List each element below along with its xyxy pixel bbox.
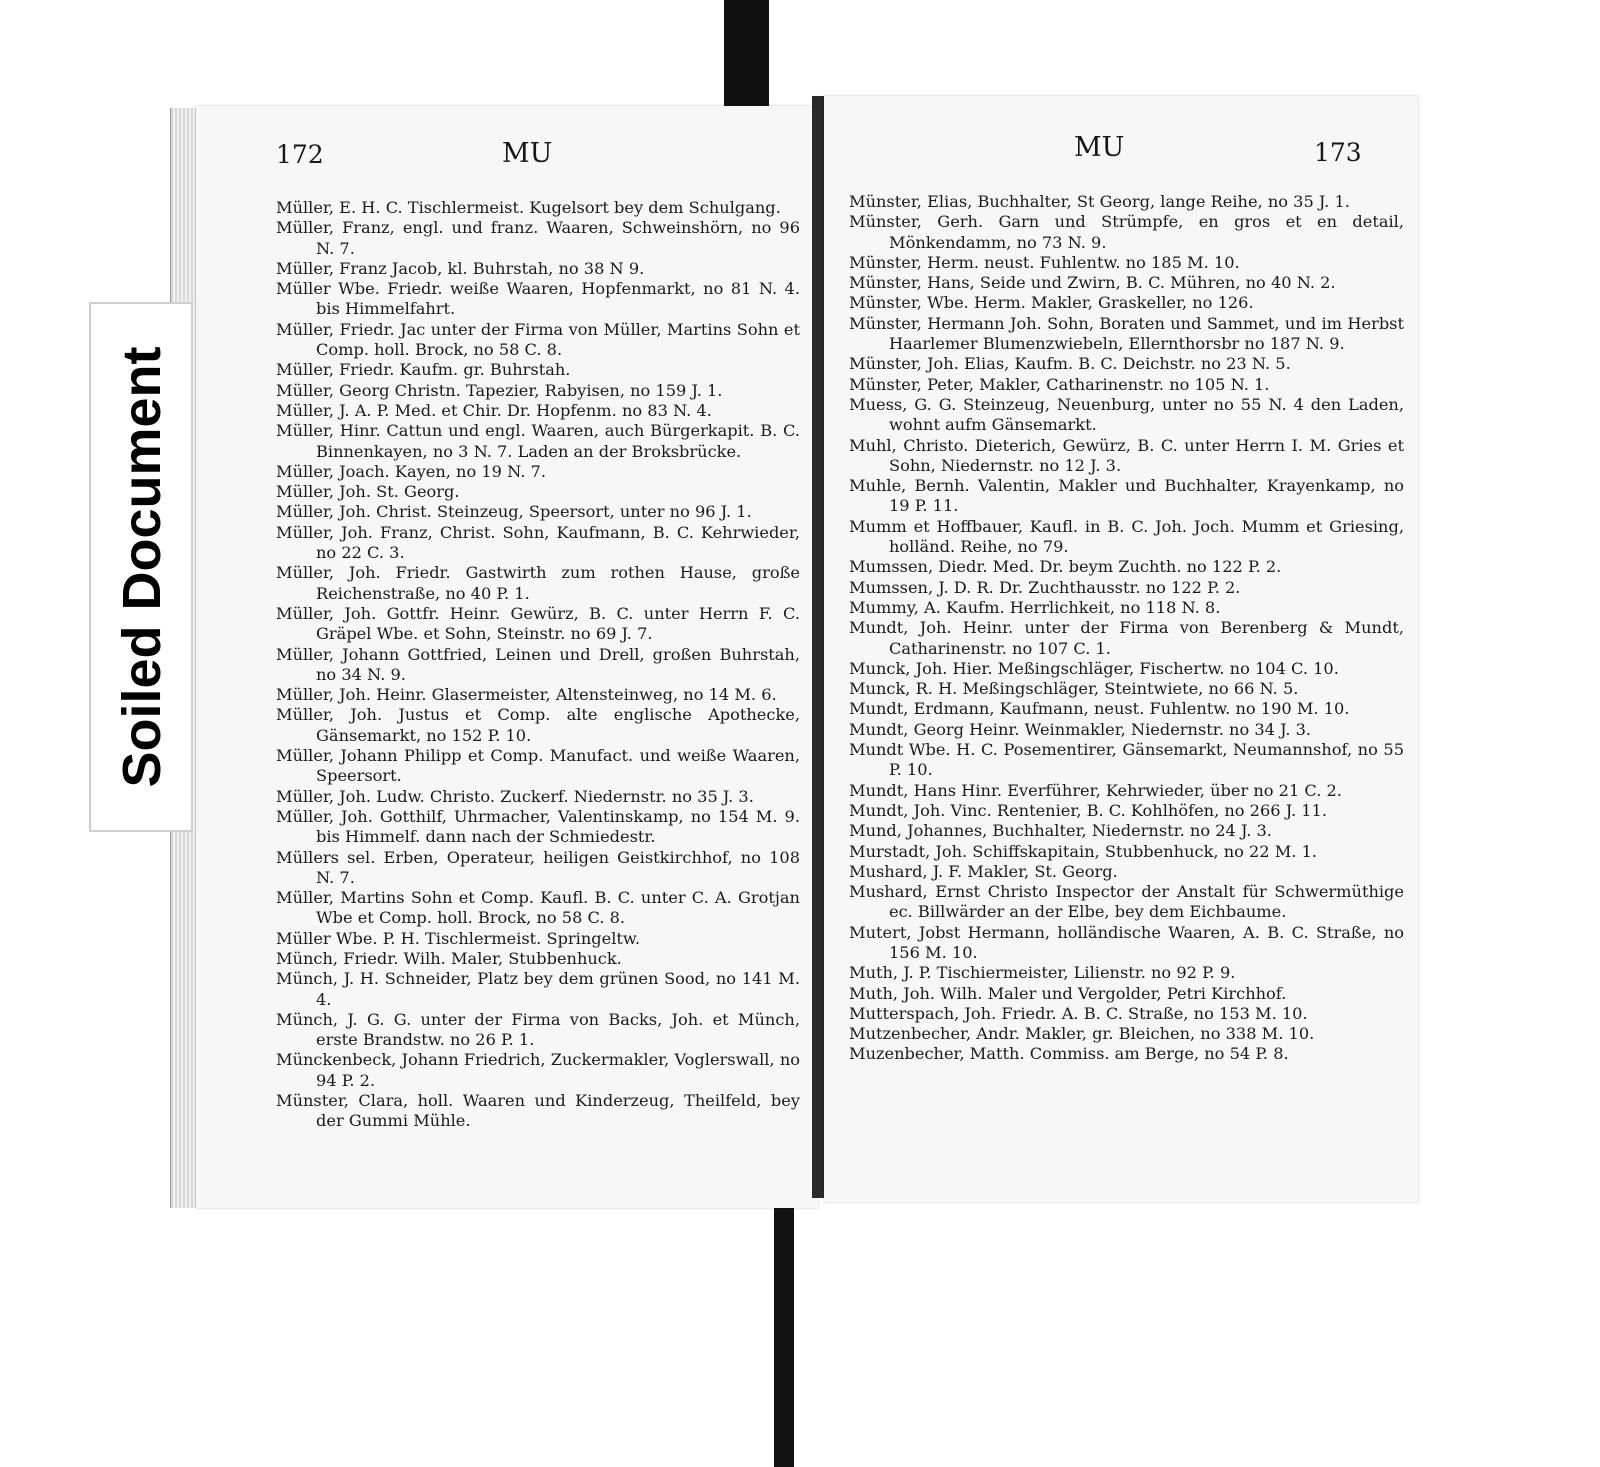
directory-entry: Müller, Joh. Gotthilf, Uhrmacher, Valentinskamp, no 154 M. 9. bis Himmelf. dann nach der Schmiedestr.	[276, 806, 800, 847]
document-label: Soiled Document	[112, 346, 172, 788]
directory-entry: Müller, Joh. Ludw. Christo. Zuckerf. Niedernstr. no 35 J. 3.	[276, 786, 754, 806]
directory-entry: Mutert, Jobst Hermann, holländische Waaren, A. B. C. Straße, no 156 M. 10.	[849, 922, 1404, 962]
binding-strip-top	[724, 0, 769, 108]
directory-entry: Müller Wbe. P. H. Tischlermeist. Springeltw.	[276, 928, 640, 948]
directory-entry: Müller, Friedr. Kaufm. gr. Buhrstah.	[276, 360, 571, 380]
directory-entry: Mund, Johannes, Buchhalter, Niedernstr. no 24 J. 3.	[849, 821, 1272, 841]
directory-entry: Müller, Franz Jacob, kl. Buhrstah, no 38 N 9.	[276, 258, 645, 278]
directory-entry: Munck, R. H. Meßingschläger, Steintwiete, no 66 N. 5.	[849, 679, 1299, 699]
directory-entry: Münster, Hermann Joh. Sohn, Boraten und Sammet, und im Herbst Haarlemer Blumenzwiebeln, Ellernthorsbr no 187 N. 9.	[849, 313, 1404, 354]
directory-entry: Münster, Hans, Seide und Zwirn, B. C. Mühren, no 40 N. 2.	[849, 273, 1336, 293]
directory-entry: Müller, Friedr. Jac unter der Firma von Müller, Martins Sohn et Comp. holl. Brock, no 58 C. 8.	[276, 319, 800, 360]
directory-entry: Müller, Martins Sohn et Comp. Kaufl. B. C. unter C. A. Grotjan Wbe et Comp. holl. Brock, no 58 C. 8.	[276, 888, 800, 928]
binding-strip-bottom	[774, 1196, 794, 1467]
directory-entry: Mumm et Hoffbauer, Kaufl. in B. C. Joh. Joch. Mumm et Griesing, holländ. Reihe, no 79.	[849, 516, 1404, 557]
right-page	[824, 96, 1418, 1202]
directory-entries	[849, 192, 1404, 1065]
directory-entry: Müller, Joh. Christ. Steinzeug, Speersort, unter no 96 J. 1.	[276, 502, 752, 522]
directory-entry: Mundt, Joh. Vinc. Rentenier, B. C. Kohlhöfen, no 266 J. 11.	[849, 800, 1327, 820]
directory-entry: Müller, J. A. P. Med. et Chir. Dr. Hopfenm. no 83 N. 4.	[276, 400, 712, 420]
directory-entry: Mundt, Hans Hinr. Everführer, Kehrwieder, über no 21 C. 2.	[849, 780, 1342, 800]
running-header: MU	[1074, 132, 1125, 163]
directory-entry: Mumssen, Diedr. Med. Dr. beym Zuchth. no 122 P. 2.	[849, 557, 1282, 577]
running-header: MU	[502, 138, 553, 169]
directory-entry: Munck, Joh. Hier. Meßingschläger, Fischertw. no 104 C. 10.	[849, 658, 1339, 678]
directory-entry: Müller, Joh. Friedr. Gastwirth zum rothen Hause, große Reichenstraße, no 40 P. 1.	[276, 563, 800, 603]
directory-entry: Münster, Joh. Elias, Kaufm. B. C. Deichstr. no 23 N. 5.	[849, 354, 1291, 374]
directory-entry: Müller, Franz, engl. und franz. Waaren, Schweinshörn, no 96 N. 7.	[276, 218, 800, 258]
directory-entry: Murstadt, Joh. Schiffskapitain, Stubbenhuck, no 22 M. 1.	[849, 841, 1318, 861]
page-number: 172	[276, 140, 324, 169]
directory-entry: Müller, Joach. Kayen, no 19 N. 7.	[276, 461, 546, 481]
directory-entry: Mutterspach, Joh. Friedr. A. B. C. Straße, no 153 M. 10.	[849, 1003, 1308, 1023]
directory-entry: Muth, J. P. Tischiermeister, Lilienstr. no 92 P. 9.	[849, 963, 1236, 983]
directory-entry: Müller, Johann Gottfried, Leinen und Drell, großen Buhrstah, no 34 N. 9.	[276, 644, 800, 684]
book-gutter	[812, 96, 824, 1198]
directory-entry: Münster, Gerh. Garn und Strümpfe, en gros et en detail, Mönkendamm, no 73 N. 9.	[849, 212, 1404, 252]
directory-entry: Muess, G. G. Steinzeug, Neuenburg, unter no 55 N. 4 den Laden, wohnt aufm Gänsemarkt.	[849, 394, 1404, 435]
directory-entries	[276, 198, 800, 1132]
directory-entry: Münch, J. H. Schneider, Platz bey dem grünen Sood, no 141 M. 4.	[276, 969, 800, 1009]
page-number: 173	[1314, 138, 1362, 167]
directory-entry: Müller, Joh. Franz, Christ. Sohn, Kaufmann, B. C. Kehrwieder, no 22 C. 3.	[276, 522, 800, 563]
directory-entry: Muhle, Bernh. Valentin, Makler und Buchhalter, Krayenkamp, no 19 P. 11.	[849, 476, 1404, 516]
directory-entry: Münster, Elias, Buchhalter, St Georg, lange Reihe, no 35 J. 1.	[849, 192, 1350, 211]
directory-entry: Münster, Clara, holl. Waaren und Kinderzeug, Theilfeld, bey der Gummi Mühle.	[276, 1091, 800, 1131]
directory-entry: Münster, Wbe. Herm. Makler, Graskeller, no 126.	[849, 293, 1254, 313]
directory-entry: Müller, Georg Christn. Tapezier, Rabyisen, no 159 J. 1.	[276, 380, 723, 400]
directory-entry: Münckenbeck, Johann Friedrich, Zuckermakler, Voglerswall, no 94 P. 2.	[276, 1050, 800, 1090]
directory-entry: Muhl, Christo. Dieterich, Gewürz, B. C. unter Herrn I. M. Gries et Sohn, Niedernstr. no 12 J. 3.	[849, 435, 1404, 475]
directory-entry: Mundt Wbe. H. C. Posementirer, Gänsemarkt, Neumannshof, no 55 P. 10.	[849, 740, 1404, 780]
directory-entry: Muth, Joh. Wilh. Maler und Vergolder, Petri Kirchhof.	[849, 983, 1287, 1003]
directory-entry: Mutzenbecher, Andr. Makler, gr. Bleichen, no 338 M. 10.	[849, 1024, 1315, 1044]
directory-entry: Müller, Joh. Justus et Comp. alte englische Apothecke, Gänsemarkt, no 152 P. 10.	[276, 705, 800, 745]
directory-entry: Mumssen, J. D. R. Dr. Zuchthausstr. no 122 P. 2.	[849, 577, 1241, 597]
directory-entry: Mundt, Joh. Heinr. unter der Firma von Berenberg & Mundt, Catharinenstr. no 107 C. 1.	[849, 618, 1404, 658]
directory-entry: Mundt, Georg Heinr. Weinmakler, Niedernstr. no 34 J. 3.	[849, 719, 1312, 739]
directory-entry: Müller, Joh. Heinr. Glasermeister, Altensteinweg, no 14 M. 6.	[276, 685, 777, 705]
directory-entry: Muzenbecher, Matth. Commiss. am Berge, no 54 P. 8.	[849, 1044, 1289, 1064]
directory-entry: Müller, Hinr. Cattun und engl. Waaren, auch Bürgerkapit. B. C. Binnenkayen, no 3 N. 7. Laden an der Broksbrücke.	[276, 421, 800, 461]
directory-entry: Müller, E. H. C. Tischlermeist. Kugelsort bey dem Schulgang.	[276, 198, 781, 217]
directory-entry: Mummy, A. Kaufm. Herrlichkeit, no 118 N. 8.	[849, 597, 1221, 617]
directory-entry: Müller, Johann Philipp et Comp. Manufact. und weiße Waaren, Speersort.	[276, 746, 800, 786]
directory-entry: Müllers sel. Erben, Operateur, heiligen Geistkirchhof, no 108 N. 7.	[276, 847, 800, 887]
directory-entry: Mundt, Erdmann, Kaufmann, neust. Fuhlentw. no 190 M. 10.	[849, 699, 1350, 719]
directory-entry: Mushard, J. F. Makler, St. Georg.	[849, 861, 1118, 881]
directory-entry: Münster, Herm. neust. Fuhlentw. no 185 M. 10.	[849, 252, 1240, 272]
directory-entry: Münster, Peter, Makler, Catharinenstr. no 105 N. 1.	[849, 374, 1270, 394]
left-page	[196, 106, 818, 1208]
directory-entry: Münch, J. G. G. unter der Firma von Backs, Joh. et Münch, erste Brandstw. no 26 P. 1.	[276, 1009, 800, 1050]
directory-entry: Müller Wbe. Friedr. weiße Waaren, Hopfenmarkt, no 81 N. 4. bis Himmelfahrt.	[276, 279, 800, 319]
directory-entry: Münch, Friedr. Wilh. Maler, Stubbenhuck.	[276, 948, 622, 968]
directory-entry: Mushard, Ernst Christo Inspector der Anstalt für Schwermüthige ec. Billwärder an der Elbe, bey dem Eichbaume.	[849, 882, 1404, 922]
directory-entry: Müller, Joh. St. Georg.	[276, 482, 460, 502]
directory-entry: Müller, Joh. Gottfr. Heinr. Gewürz, B. C. unter Herrn F. C. Gräpel Wbe. et Sohn, Steinstr. no 69 J. 7.	[276, 603, 800, 644]
